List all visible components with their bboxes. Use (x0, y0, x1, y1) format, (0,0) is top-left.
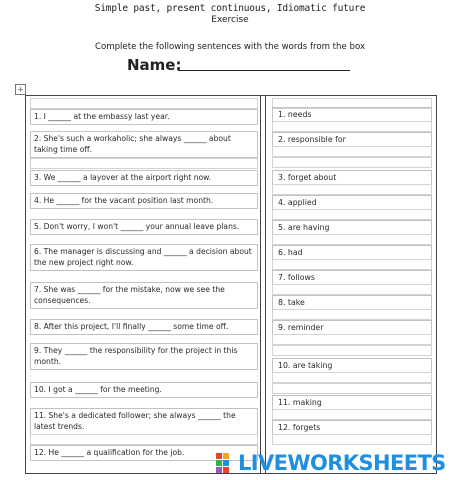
word-spacer (272, 184, 432, 195)
sentence-row: 4. He ______ for the vacant position last month. (30, 193, 258, 209)
worksheet-subtitle: Exercise (211, 15, 249, 25)
sentence-spacer (30, 434, 258, 445)
liveworksheets-logo-icon (216, 453, 236, 473)
name-line (178, 70, 350, 71)
word-spacer (272, 259, 432, 270)
word-spacer (272, 121, 432, 132)
word-spacer (272, 334, 432, 345)
word-option: 2. responsible for (272, 132, 432, 147)
sentence-spacer (30, 158, 258, 169)
sentence-row: 2. She's such a workaholic; she always ______ about taking time off. (30, 131, 258, 158)
sentence-row: 12. He ______ a qualification for the job. (30, 445, 258, 461)
sentence-row: 11. She's a dedicated follower; she always ______ the latest trends. (30, 408, 258, 435)
worksheet-title: Simple past, present continuous, Idiomatic future (94, 3, 366, 14)
word-option: 7. follows (272, 270, 432, 285)
sentence-row: 7. She was ______ for the mistake, now we see the consequences. (30, 282, 258, 309)
sentence-spacer (30, 98, 258, 109)
word-option: 4. applied (272, 195, 432, 210)
word-option: 8. take (272, 295, 432, 310)
brand-text: LIVEWORKSHEETS (238, 451, 446, 475)
word-spacer (272, 146, 432, 157)
word-option: 3. forget about (272, 170, 432, 185)
sentence-row: 6. The manager is discussing and ______ a decision about the new project right now. (30, 244, 258, 271)
word-spacer (272, 434, 432, 445)
word-option: 11. making (272, 395, 432, 410)
sentence-row: 3. We ______ a layover at the airport right now. (30, 170, 258, 186)
word-spacer (272, 309, 432, 320)
word-option: 6. had (272, 245, 432, 260)
word-option: 1. needs (272, 107, 432, 122)
sentence-row: 10. I got a ______ for the meeting. (30, 382, 258, 398)
word-spacer (272, 372, 432, 383)
word-spacer (272, 209, 432, 220)
word-spacer (272, 383, 432, 394)
sentence-row: 8. After this project, I'll finally ______ some time off. (30, 319, 258, 335)
table-move-handle-icon[interactable]: + (15, 84, 26, 95)
word-option: 10. are taking (272, 358, 432, 373)
sentence-row: 5. Don't worry, I won't ______ your annual leave plans. (30, 219, 258, 235)
word-option: 12. forgets (272, 420, 432, 435)
word-option: 9. reminder (272, 320, 432, 335)
word-spacer (272, 234, 432, 245)
instructions: Complete the following sentences with the words from the box (94, 42, 366, 52)
sentence-row: 1. I ______ at the embassy last year. (30, 109, 258, 125)
word-spacer (272, 157, 432, 168)
sentence-row: 9. They ______ the responsibility for the project in this month. (30, 343, 258, 370)
liveworksheets-watermark (216, 451, 456, 473)
table-column-divider (260, 95, 266, 473)
word-spacer (272, 284, 432, 295)
name-label: Name: (127, 56, 182, 74)
word-spacer (272, 345, 432, 356)
word-spacer (272, 409, 432, 420)
word-option: 5. are having (272, 220, 432, 235)
